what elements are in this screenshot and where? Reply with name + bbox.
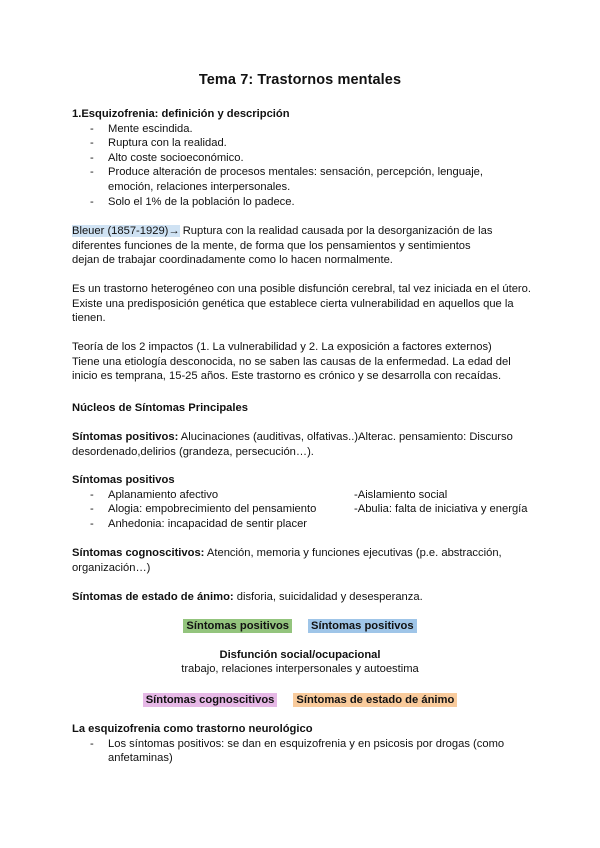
section-heading: La esquizofrenia como trastorno neurológico bbox=[72, 723, 313, 735]
list-item: - Solo el 1% de la población lo padece. bbox=[72, 195, 542, 210]
section-heading: Síntomas positivos bbox=[72, 474, 175, 486]
tag-sintomas-positivos-green: Síntomas positivos bbox=[183, 619, 292, 633]
teoria-paragraph bbox=[72, 340, 552, 384]
list-item: - Los síntomas positivos: se dan en esquizofrenia y en psicosis por drogas (como anfetaminas) bbox=[72, 737, 552, 766]
list-item: - Ruptura con la realidad. bbox=[72, 136, 542, 151]
list-item: - Alogia: empobrecimiento del pensamiento -Abulia: falta de iniciativa y energía bbox=[72, 502, 552, 517]
diagram-top-row bbox=[0, 619, 600, 634]
diagram-center-title: Disfunción social/ocupacional bbox=[219, 649, 381, 661]
neuro-section bbox=[72, 722, 552, 766]
symptom-list bbox=[72, 488, 552, 532]
bleuer-highlight: Bleuer (1857-1929) bbox=[72, 225, 169, 237]
diagram-bottom-row bbox=[0, 693, 600, 708]
list-item: - Aplanamiento afectivo -Aislamiento social bbox=[72, 488, 552, 503]
heterogeneo-paragraph bbox=[72, 282, 552, 326]
paragraph-line: tienen. bbox=[72, 312, 106, 325]
neuro-list bbox=[72, 737, 552, 766]
paragraph-line: dejan de trabajar coordinadamente como lo hacen normalmente. bbox=[72, 254, 393, 267]
sintomas-positivos-list-section bbox=[72, 473, 552, 531]
definition-list bbox=[72, 122, 542, 210]
tag-sintomas-animo: Síntomas de estado de ánimo bbox=[293, 693, 457, 707]
diagram-center-subtitle: trabajo, relaciones interpersonales y autoestima bbox=[181, 663, 419, 675]
paragraph-line: Tiene una etiología desconocida, no se saben las causas de la enfermedad. La edad del bbox=[72, 355, 511, 368]
list-item: - Alto coste socioeconómico. bbox=[72, 151, 542, 166]
list-item: - Produce alteración de procesos mentales: sensación, percepción, lenguaje, emoción, relaciones interpersonales. bbox=[72, 165, 542, 194]
paragraph-line: Teoría de los 2 impactos (1. La vulnerabilidad y 2. La exposición a factores externos) bbox=[72, 341, 492, 353]
paragraph-line: Existe una predisposición genética que establece cierta vulnerabilidad en aquellos que la bbox=[72, 297, 514, 310]
sintomas-cognoscitivos-paragraph: Síntomas cognoscitivos: Atención, memoria y funciones ejecutivas (p.e. abstracción, organización…) bbox=[72, 547, 502, 574]
list-item: - Mente escindida. bbox=[72, 122, 542, 137]
sintomas-label: Síntomas positivos: bbox=[72, 431, 179, 443]
paragraph-line: diferentes funciones de la mente, de forma que los pensamientos y sentimientos bbox=[72, 239, 471, 252]
nucleos-heading: Núcleos de Síntomas Principales bbox=[72, 402, 248, 414]
sintomas-label: Síntomas de estado de ánimo: bbox=[72, 591, 234, 603]
bleuer-paragraph bbox=[72, 224, 552, 268]
sintomas-label: Síntomas cognoscitivos: bbox=[72, 547, 205, 559]
section-esquizofrenia bbox=[72, 107, 542, 209]
page-title: Tema 7: Trastornos mentales bbox=[198, 72, 402, 88]
tag-sintomas-cognoscitivos: Síntomas cognoscitivos bbox=[143, 693, 278, 707]
list-item: - Anhedonia: incapacidad de sentir placer bbox=[72, 517, 552, 532]
arrow-icon: → bbox=[168, 225, 180, 237]
sintomas-animo-paragraph: Síntomas de estado de ánimo: disforia, suicidalidad y desesperanza. bbox=[72, 591, 423, 603]
paragraph-line: inicio es temprana, 15-25 años. Este trastorno es crónico y se desarrolla con recaídas. bbox=[72, 370, 502, 383]
sintomas-positivos-paragraph: Síntomas positivos: Alucinaciones (auditivas, olfativas..)Alterac. pensamiento: Discurso desordenado,delirios (grandeza, persecución…). bbox=[72, 431, 513, 458]
paragraph-line: Bleuer (1857-1929)→ Ruptura con la realidad causada por la desorganización de las bbox=[72, 225, 493, 237]
section-heading: 1.Esquizofrenia: definición y descripción bbox=[72, 108, 290, 120]
tag-sintomas-positivos-blue: Síntomas positivos bbox=[308, 619, 417, 633]
paragraph-line: Es un trastorno heterogéneo con una posible disfunción cerebral, tal vez iniciada en el útero. bbox=[72, 283, 531, 295]
